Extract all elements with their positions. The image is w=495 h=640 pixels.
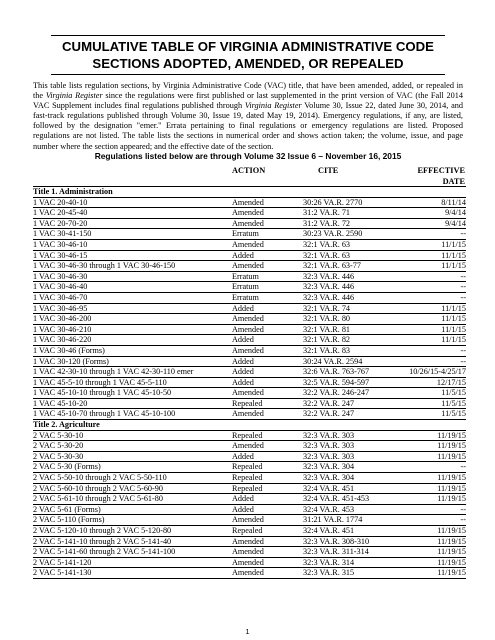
effective-date-cell: 11/19/15 [437,451,466,461]
section-cell: 1 VAC 30-46-70 [33,292,88,302]
action-cell: Amended [232,345,264,355]
table-row [33,293,466,304]
action-cell: Amended [232,388,264,398]
table-row [33,431,466,442]
table-row [33,335,466,346]
cite-cell: 32:1 VA.R. 74 [303,303,351,313]
column-header-effective-date [415,166,465,187]
cite-cell: 32:6 VA.R. 763-767 [303,367,370,377]
cite-cell: 32:3 VA.R. 303 [303,451,355,461]
cite-cell: 32:3 VA.R. 446 [303,292,355,302]
section-cell: 1 VAC 30-46-30 [33,271,88,281]
section-cell: 2 VAC 5-141-10 through 2 VAC 5-141-40 [33,536,172,546]
effective-date-cell: 11/19/15 [437,526,466,535]
action-cell: Added [232,451,254,461]
cite-cell: 32:3 VA.R. 304 [303,473,355,483]
effective-date-cell: 11/19/15 [437,557,466,567]
column-header-effective-line-1: EFFECTIVE [417,166,465,175]
section-cell: 2 VAC 5-30-10 [33,430,84,440]
section-cell: 1 VAC 30-46-200 [33,314,92,324]
table-row [33,526,466,537]
table-row [33,272,466,283]
cite-cell: 31:21 VA.R. 1774 [303,515,363,525]
section-cell: 2 VAC 5-61 (Forms) [33,504,101,514]
intro-register-name-2: Virginia Register [244,101,302,111]
cite-cell: 32:1 VA.R. 63 [303,250,351,260]
cite-cell: 32:3 VA.R. 303 [303,430,355,440]
cite-cell: 32:1 VA.R. 63 [303,239,351,249]
effective-date-cell: -- [460,282,466,292]
section-cell: 1 VAC 30-46-95 [33,303,88,313]
cite-cell: 32:2 VA.R. 246-247 [303,388,370,398]
table-row [33,505,466,516]
effective-date-cell: 11/1/15 [441,335,466,345]
effective-date-cell: 11/1/15 [441,250,466,260]
effective-date-cell: -- [460,229,466,239]
action-cell: Repealed [232,430,263,440]
table-row [33,484,466,495]
effective-date-cell: 9/4/14 [445,218,466,228]
effective-date-cell: -- [460,462,466,472]
cite-cell: 32:3 VA.R. 315 [303,568,355,578]
cite-cell: 32:1 VA.R. 83 [303,345,351,355]
section-cell: 1 VAC 20-45-40 [33,208,88,218]
section-cell: 1 VAC 42-30-10 through 1 VAC 42-30-110 emer [33,367,194,377]
cite-cell: 32:2 VA.R. 247 [303,409,355,419]
cite-cell: 32:3 VA.R. 311-314 [303,547,369,557]
section-cell: 1 VAC 30-41-150 [33,229,92,239]
table-row [33,399,466,410]
cite-cell: 32:1 VA.R. 80 [303,314,351,324]
effective-date-cell: 11/19/15 [437,430,466,440]
table-row [33,261,466,272]
cite-cell: 32:3 VA.R. 304 [303,462,355,472]
table-row [33,208,466,219]
table-row [33,314,466,325]
cite-cell: 32:5 VA.R. 594-597 [303,377,370,387]
table-row [33,357,466,368]
section-cell: 1 VAC 30-46-210 [33,324,92,334]
effective-date-cell: -- [460,292,466,302]
cite-cell: 32:3 VA.R. 314 [303,557,355,567]
table-row [33,251,466,262]
action-cell: Amended [232,218,264,228]
effective-date-cell: 11/19/15 [437,483,466,493]
effective-date-cell: 11/19/15 [437,568,466,578]
action-cell: Amended [232,536,264,546]
section-cell: 2 VAC 5-141-60 through 2 VAC 5-141-100 [33,547,176,557]
cite-cell: 32:4 VA.R. 451 [303,483,355,493]
section-cell: 1 VAC 45-10-70 through 1 VAC 45-10-100 [33,409,176,419]
section-cell: 1 VAC 20-40-10 [33,197,88,207]
action-cell: Added [232,504,254,514]
table-subheading: Regulations listed below are through Volume 32 Issue 6 – November 16, 2015 [94,151,402,161]
effective-date-cell: 11/1/15 [441,314,466,324]
table-row [33,198,466,209]
cite-cell: 32:4 VA.R. 453 [303,504,355,514]
section-cell: 1 VAC 30-46 (Forms) [33,345,105,355]
cite-cell: 32:3 VA.R. 308-310 [303,536,370,546]
effective-date-cell: -- [460,356,466,366]
action-cell: Amended [232,314,264,324]
action-cell: Amended [232,324,264,334]
table-row [33,441,466,452]
table-row [33,229,466,240]
action-cell: Amended [232,239,264,249]
section-cell: 1 VAC 45-5-10 through 1 VAC 45-5-110 [33,377,167,387]
table-row [33,558,466,569]
cite-cell: 31:2 VA.R. 71 [303,208,351,218]
column-header-effective-line-2: DATE [442,176,465,186]
section-cell: 1 VAC 30-46-15 [33,250,88,260]
action-cell: Repealed [232,526,263,535]
section-cell: 1 VAC 30-46-220 [33,335,92,345]
effective-date-cell: 11/5/15 [441,409,466,419]
action-cell: Added [232,494,254,504]
intro-text-2: since the regulations were first published or last supplemented in the print version of VAC (the Fall 2014 VAC Supplement includes final regulations published through [33,91,463,111]
effective-date-cell: -- [460,515,466,525]
page-title [51,38,445,72]
title-line-1: CUMULATIVE TABLE OF VIRGINIA ADMINISTRATIVE CODE [62,39,434,54]
table-row [33,282,466,293]
effective-date-cell: 11/1/15 [441,303,466,313]
cite-cell: 32:4 VA.R. 451-453 [303,494,370,504]
section-cell: 1 VAC 30-46-40 [33,282,88,292]
effective-date-cell: 11/19/15 [437,494,466,504]
bottom-rule [51,74,445,75]
cite-cell: 30:26 VA.R. 2770 [303,197,363,207]
section-cell: Title 2. Agriculture [33,420,100,430]
table-row [33,473,466,484]
action-cell: Added [232,335,254,345]
cite-cell: 32:1 VA.R. 82 [303,335,351,345]
table-row [33,547,466,558]
action-cell: Added [232,367,254,377]
table-row [33,325,466,336]
action-cell: Amended [232,197,264,207]
table-section-heading [33,420,466,431]
action-cell: Added [232,356,254,366]
action-cell: Erratum [232,229,259,239]
table-row [33,367,466,378]
effective-date-cell: 11/1/15 [441,261,466,271]
table-row [33,462,466,473]
table-section-heading [33,186,466,198]
cite-cell: 32:1 VA.R. 63-77 [303,261,361,271]
section-cell: 2 VAC 5-61-10 through 2 VAC 5-61-80 [33,494,163,504]
section-cell: 2 VAC 5-141-130 [33,568,92,578]
effective-date-cell: -- [460,345,466,355]
cite-cell: 32:4 VA.R. 451 [303,526,355,535]
section-cell: 2 VAC 5-30-20 [33,441,84,451]
section-cell: 1 VAC 45-10-10 through 1 VAC 45-10-50 [33,388,172,398]
intro-register-name: Virginia Register [45,91,103,101]
table-row [33,346,466,357]
section-cell: 2 VAC 5-30-30 [33,451,84,461]
action-cell: Added [232,303,254,313]
section-cell: 1 VAC 30-120 (Forms) [33,356,109,366]
table-row [33,219,466,230]
action-cell: Repealed [232,398,263,408]
effective-date-cell: 12/17/15 [436,377,466,387]
title-line-2: SECTIONS ADOPTED, AMENDED, OR REPEALED [92,56,404,71]
regulations-table [33,186,466,579]
effective-date-cell: -- [460,271,466,281]
action-cell: Repealed [232,473,263,483]
table-row [33,494,466,505]
table-row [33,388,466,399]
table-row [33,568,466,579]
effective-date-cell: 11/19/15 [437,473,466,483]
section-cell: 2 VAC 5-141-120 [33,557,92,567]
action-cell: Repealed [232,483,263,493]
table-row [33,304,466,315]
effective-date-cell: 8/11/14 [441,197,466,207]
section-cell: 2 VAC 5-120-10 through 2 VAC 5-120-80 [33,526,172,535]
action-cell: Amended [232,557,264,567]
effective-date-cell: 11/19/15 [437,441,466,451]
effective-date-cell: 11/1/15 [441,324,466,334]
action-cell: Erratum [232,271,259,281]
section-cell: 2 VAC 5-30 (Forms) [33,462,101,472]
intro-text-1: This table lists regulation sections, by Virginia Administrative Code (VAC) title, that have been amended, added, or repealed in the [33,81,463,101]
action-cell: Added [232,250,254,260]
action-cell: Amended [232,261,264,271]
section-cell: 2 VAC 5-50-10 through 2 VAC 5-50-110 [33,473,167,483]
section-cell: Title 1. Administration [33,187,113,196]
action-cell: Amended [232,208,264,218]
section-cell: 1 VAC 30-46-30 through 1 VAC 30-46-150 [33,261,176,271]
action-cell: Amended [232,568,264,578]
cite-cell: 30:23 VA.R. 2590 [303,229,363,239]
action-cell: Erratum [232,292,259,302]
section-cell: 1 VAC 20-70-20 [33,218,88,228]
table-row [33,537,466,548]
table-row [33,452,466,463]
action-cell: Amended [232,441,264,451]
intro-text-3: Volume 30, Issue 22, dated June 30, 2014, and fast-track regulations published through Volume 30, Issue 19, dated May 19, 2014). Emergency regulations, if any, are listed, followed by the designation "emer." Errata pertaining to final regulations or emergency regulations are listed. Proposed regulations are not listed. The table lists the sections in numerical order and shows action taken; the volume, issue, and page number where the section appeared; and the effective date of the section. [33,101,463,151]
action-cell: Amended [232,547,264,557]
cite-cell: 32:1 VA.R. 81 [303,324,351,334]
table-row [33,240,466,251]
effective-date-cell: 11/1/15 [441,239,466,249]
table-row [33,378,466,389]
table-row [33,409,466,420]
effective-date-cell: 9/4/14 [445,208,466,218]
section-cell: 1 VAC 45-10-20 [33,398,88,408]
cite-cell: 32:3 VA.R. 446 [303,282,355,292]
table-row [33,515,466,526]
effective-date-cell: -- [460,504,466,514]
section-cell: 2 VAC 5-60-10 through 2 VAC 5-60-90 [33,483,163,493]
column-header-action: ACTION [232,166,266,175]
action-cell: Amended [232,515,264,525]
cite-cell: 30:24 VA.R. 2594 [303,356,363,366]
action-cell: Added [232,377,254,387]
effective-date-cell: 10/26/15-4/25/17 [409,367,466,377]
effective-date-cell: 11/19/15 [437,547,466,557]
effective-date-cell: 11/5/15 [441,388,466,398]
action-cell: Repealed [232,462,263,472]
cite-cell: 32:2 VA.R. 247 [303,398,355,408]
effective-date-cell: 11/5/15 [441,398,466,408]
page-number: 1 [245,627,250,636]
action-cell: Erratum [232,282,259,292]
column-header-cite: CITE [318,166,339,175]
effective-date-cell: 11/19/15 [437,536,466,546]
section-cell: 2 VAC 5-110 (Forms) [33,515,105,525]
action-cell: Amended [232,409,264,419]
cite-cell: 31:2 VA.R. 72 [303,218,351,228]
intro-paragraph [33,81,463,152]
top-rule [51,35,445,36]
cite-cell: 32:3 VA.R. 303 [303,441,355,451]
cite-cell: 32:3 VA.R. 446 [303,271,355,281]
section-cell: 1 VAC 30-46-10 [33,239,88,249]
